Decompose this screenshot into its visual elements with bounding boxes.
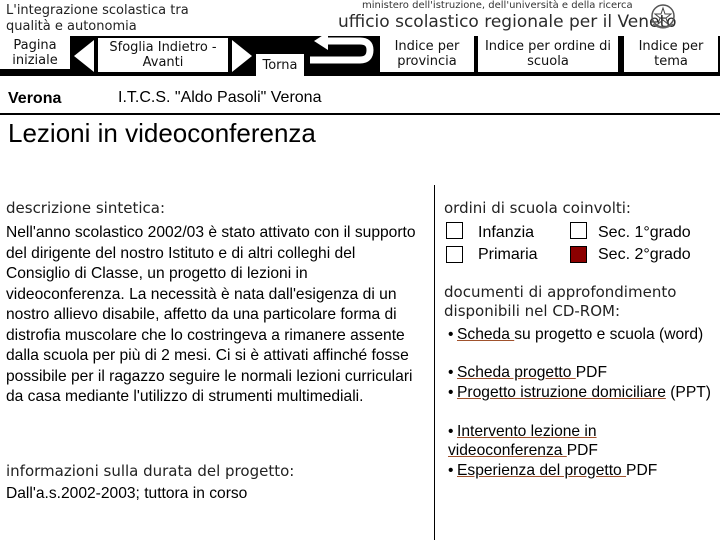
primaria-checkbox bbox=[446, 246, 463, 263]
bullet-icon: • bbox=[448, 384, 454, 401]
index-by-province-button[interactable] bbox=[380, 36, 474, 72]
home-label: Pagina iniziale bbox=[12, 37, 58, 68]
duration-heading: informazioni sulla durata del progetto: bbox=[6, 462, 295, 480]
esperienza-progetto-link[interactable]: Esperienza del progetto bbox=[457, 462, 627, 479]
back-label: Torna bbox=[262, 57, 298, 73]
navigation-bar bbox=[0, 36, 720, 76]
bullet-icon: • bbox=[448, 364, 454, 381]
document-item bbox=[448, 363, 714, 382]
document-suffix: PDF bbox=[626, 462, 658, 479]
ministry-label: ministero dell'istruzione, dell'università e della ricerca bbox=[362, 0, 633, 11]
bullet-icon: • bbox=[448, 326, 454, 343]
browse-button[interactable] bbox=[98, 38, 228, 72]
school-orders-heading: ordini di scuola coinvolti: bbox=[444, 199, 631, 217]
document-item bbox=[448, 383, 714, 402]
back-button[interactable] bbox=[256, 54, 304, 76]
scheda-link[interactable]: Scheda bbox=[457, 326, 515, 343]
home-button[interactable] bbox=[0, 36, 70, 69]
document-suffix: PDF bbox=[575, 364, 607, 381]
return-arrow-icon[interactable] bbox=[306, 36, 376, 68]
intervento-lezione-link[interactable]: Intervento lezione in videoconferenza bbox=[448, 423, 597, 459]
bullet-icon: • bbox=[448, 423, 454, 440]
index-by-province-label: Indice per provincia bbox=[394, 39, 460, 69]
sec1-checkbox bbox=[570, 222, 587, 239]
progetto-istruzione-link[interactable]: Progetto istruzione domiciliare bbox=[457, 384, 666, 401]
document-item bbox=[448, 461, 714, 480]
primaria-label: Primaria bbox=[478, 246, 538, 263]
office-label: ufficio scolastico regionale per il Veneto bbox=[338, 12, 677, 32]
index-by-school-order-button[interactable] bbox=[478, 36, 618, 72]
bullet-icon: • bbox=[448, 462, 454, 479]
previous-arrow-icon[interactable] bbox=[74, 40, 94, 72]
document-suffix: su progetto e scuola (word) bbox=[514, 326, 704, 343]
city-label: Verona bbox=[8, 90, 62, 107]
title-divider bbox=[0, 113, 720, 115]
page-title: Lezioni in videoconferenza bbox=[8, 118, 316, 148]
sec1-label: Sec. 1°grado bbox=[598, 224, 691, 241]
duration-text: Dall'a.s.2002-2003; tuttora in corso bbox=[6, 485, 248, 502]
index-by-school-order-label: Indice per ordine di scuola bbox=[484, 39, 612, 69]
scheda-progetto-link[interactable]: Scheda progetto bbox=[457, 364, 576, 381]
index-by-theme-button[interactable] bbox=[624, 36, 718, 72]
school-name: I.T.C.S. "Aldo Pasoli" Verona bbox=[118, 89, 322, 106]
summary-heading: descrizione sintetica: bbox=[6, 199, 166, 217]
sec2-label: Sec. 2°grado bbox=[598, 246, 691, 263]
column-divider bbox=[434, 185, 435, 540]
site-title: L'integrazione scolastica tra qualità e autonomia bbox=[6, 3, 189, 34]
document-suffix: PDF bbox=[566, 442, 598, 459]
document-item bbox=[448, 422, 714, 460]
browse-label: Sfoglia Indietro - Avanti bbox=[109, 40, 217, 70]
document-item bbox=[448, 325, 714, 344]
documents-heading: documenti di approfondimento disponibili nel CD-ROM: bbox=[444, 283, 677, 320]
infanzia-label: Infanzia bbox=[478, 224, 535, 241]
italian-emblem-icon bbox=[650, 2, 676, 30]
summary-text: Nell'anno scolastico 2002/03 è stato attivato con il supporto del dirigente del nostro Istituto e di altri colleghi del Consiglio di Classe, un progetto di lezioni in videoconferenza. La necessità è nata dall'esigenza di un nostro allievo disabile, affetto da una particolare forma di distrofia muscolare che lo costringeva a rimanere assente dalla scuola per più di 2 mesi. Ci si è attivati affinché fosse possibile per il ragazzo seguire le normali lezioni curriculari da casa mediante l'utilizzo di strumenti multimediali. bbox=[6, 224, 416, 405]
infanzia-checkbox bbox=[446, 222, 463, 239]
next-arrow-icon[interactable] bbox=[232, 40, 252, 72]
document-suffix: (PPT) bbox=[670, 384, 711, 401]
index-by-theme-label: Indice per tema bbox=[638, 39, 704, 69]
sec2-checkbox bbox=[570, 246, 587, 263]
